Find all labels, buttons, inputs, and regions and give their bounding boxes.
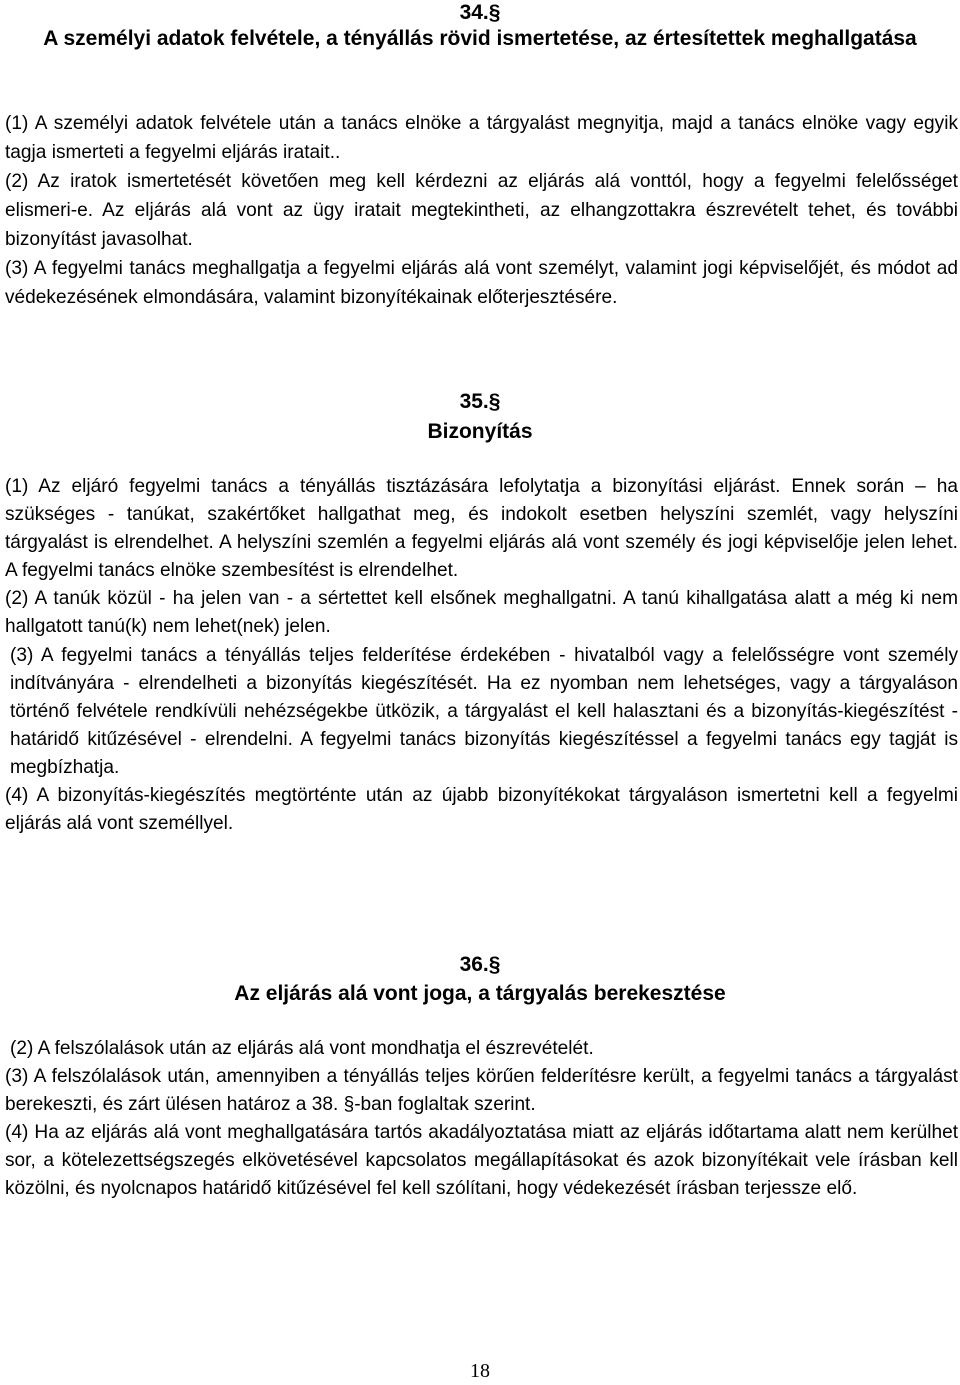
section-34-paragraph-3: (3) A fegyelmi tanács meghallgatja a fegyelmi eljárás alá vont személyt, valamint jogi képviselőjét, és módot ad védekezésének elmondására, valamint bizonyítékainak előterjesztésére. [5, 258, 958, 308]
section-36-title: Az eljárás alá vont joga, a tárgyalás berekesztése [234, 982, 726, 1005]
section-34-title: A személyi adatok felvétele, a tényállás rövid ismertetése, az értesítettek meghallgatása [43, 27, 917, 50]
section-36-paragraph-4: (4) Ha az eljárás alá vont meghallgatására tartós akadályoztatása miatt az eljárás időtartama alatt nem kerülhet sor, a kötelezettségszegés elkövetésével kapcsolatos megállapításokat és azok bizonyítékait vele írásban kell közölni, és nyolcnapos határidő kitűzésével fel kell szólítani, hogy védekezését írásban terjessze elő. [5, 1122, 958, 1200]
section-35-paragraph-3: (3) A fegyelmi tanács a tényállás teljes felderítése érdekében - hivatalból vagy a felelősségre vont személy indítványára - elrendelheti a bizonyítás kiegészítését. Ha ez nyomban nem lehetséges, vagy a tárgyaláson történő felvétele rendkívüli nehézségekbe ütközik, a tárgyalást el kell halasztani és a bizonyítás-kiegészítést - határidő kitűzésével - elrendelni. A fegyelmi tanács bizonyítás kiegészítéssel a fegyelmi tanács egy tagját is megbízhatja. [10, 644, 958, 778]
section-36-paragraph-3: (3) A felszólalások után, amennyiben a tényállás teljes körűen felderítésre került, a fegyelmi tanács a tárgyalást berekeszti, és zárt ülésen határoz a 38. §-ban foglaltak szerint. [5, 1066, 958, 1116]
section-36-paragraph-2: (2) A felszólalások után az eljárás alá vont mondhatja el észrevételét. [10, 1038, 594, 1059]
section-36-body [5, 1035, 958, 1204]
section-34-paragraph-1: (1) A személyi adatok felvétele után a tanács elnöke a tárgyalást megnyitja, majd a tanács elnöke vagy egyik tagja ismerteti a fegyelmi eljárás iratait.. [5, 113, 958, 163]
page-number: 18 [470, 1360, 490, 1382]
section-35-title: Bizonyítás [427, 420, 533, 443]
section-35-paragraph-1: (1) Az eljáró fegyelmi tanács a tényállás tisztázására lefolytatja a bizonyítási eljárást. Ennek során – ha szükséges - tanúkat, szakértőket hallgathat meg, és indokolt esetben helyszíni szemlét, vagy helyszíni tárgyalást is elrendelhet. A helyszíni szemlén a fegyelmi eljárás alá vont személy és jogi képviselője jelen lehet. A fegyelmi tanács elnöke szembesítést is elrendelhet. [5, 476, 958, 582]
section-35-number: 35.§ [459, 390, 501, 413]
section-36-number: 36.§ [459, 953, 501, 976]
section-34-body [5, 109, 958, 312]
section-34-paragraph-2: (2) Az iratok ismertetését követően meg kell kérdezni az eljárás alá vonttól, hogy a fegyelmi felelősséget elismeri-e. Az eljárás alá vont az ügy iratait megtekintheti, az elhangzottakra észrevételt tehet, és további bizonyítást javasolhat. [5, 171, 958, 250]
section-34-number: 34.§ [459, 1, 501, 24]
section-35-paragraph-2: (2) A tanúk közül - ha jelen van - a sértettet kell elsőnek meghallgatni. A tanú kihallgatása alatt a még ki nem hallgatott tanú(k) nem lehet(nek) jelen. [5, 588, 958, 638]
section-35-paragraph-4: (4) A bizonyítás-kiegészítés megtörténte után az újabb bizonyítékokat tárgyaláson ismertetni kell a fegyelmi eljárás alá vont személlyel. [5, 785, 958, 835]
section-35-body [5, 473, 958, 838]
